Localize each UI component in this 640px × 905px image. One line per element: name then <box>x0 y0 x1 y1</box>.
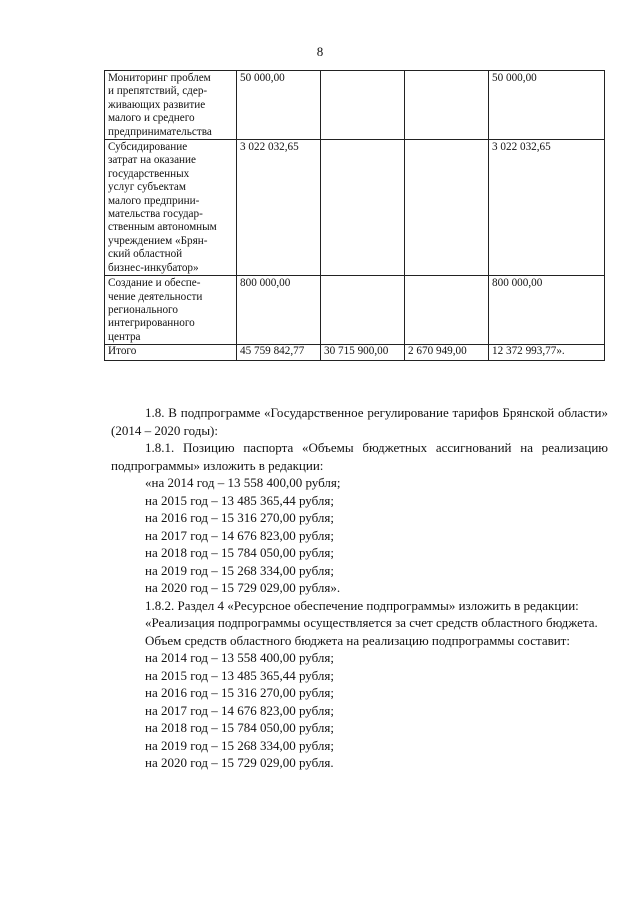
total-cell: 45 759 842,77 <box>237 345 321 360</box>
total-cell: 30 715 900,00 <box>321 345 405 360</box>
list-item: на 2014 год – 13 558 400,00 рубля; <box>145 650 335 665</box>
total-label: Итого <box>105 345 237 360</box>
amount-cell: 3 022 032,65 <box>237 140 321 276</box>
row-name: Создание и обеспе- чение деятельности регионального интегрированного центра <box>105 276 237 345</box>
total-cell: 2 670 949,00 <box>405 345 489 360</box>
year-list <box>111 649 608 772</box>
row-name: Субсидирование затрат на оказание государственных услуг субъектам малого предприни- мательства государ- ственным автономным учреждением «Брян- ский областной бизнес-инкубатор» <box>105 140 237 276</box>
amount-cell: 50 000,00 <box>489 71 605 140</box>
body-text <box>111 404 608 772</box>
list-item: «на 2014 год – 13 558 400,00 рубля; <box>145 475 341 490</box>
amount-cell <box>321 71 405 140</box>
amount-cell <box>405 140 489 276</box>
paragraph: Объем средств областного бюджета на реализацию подпрограммы составит: <box>145 632 570 648</box>
list-item: на 2015 год – 13 485 365,44 рубля; <box>145 492 335 508</box>
budget-table <box>104 70 605 361</box>
list-item: на 2016 год – 15 316 270,00 рубля; <box>145 510 335 525</box>
paragraph: 1.8. В подпрограмме «Государственное регулирование тарифов Брянской области» (2014 – 2020 годы): <box>111 405 608 438</box>
list-item: на 2020 год – 15 729 029,00 рубля». <box>145 580 341 595</box>
list-item: на 2015 год – 13 485 365,44 рубля; <box>145 667 335 683</box>
year-list <box>111 474 608 597</box>
amount-cell: 800 000,00 <box>237 276 321 345</box>
total-cell: 12 372 993,77». <box>489 345 605 360</box>
amount-cell <box>405 71 489 140</box>
list-item: на 2018 год – 15 784 050,00 рубля; <box>145 720 335 735</box>
amount-cell <box>321 140 405 276</box>
row-name: Мониторинг проблем и препятствий, сдер- живающих развитие малого и среднего предпринимательства <box>105 71 237 140</box>
amount-cell: 50 000,00 <box>237 71 321 140</box>
page-number: 8 <box>316 44 324 59</box>
list-item: на 2019 год – 15 268 334,00 рубля; <box>145 562 335 578</box>
list-item: на 2016 год – 15 316 270,00 рубля; <box>145 685 335 700</box>
table-row <box>105 71 605 140</box>
list-item: на 2017 год – 14 676 823,00 рубля; <box>145 702 335 718</box>
list-item: на 2019 год – 15 268 334,00 рубля; <box>145 737 335 753</box>
table-row <box>105 140 605 276</box>
paragraph: «Реализация подпрограммы осуществляется за счет средств областного бюджета. <box>145 615 598 630</box>
total-row <box>105 345 605 360</box>
list-item: на 2018 год – 15 784 050,00 рубля; <box>145 545 335 560</box>
amount-cell: 800 000,00 <box>489 276 605 345</box>
list-item: на 2017 год – 14 676 823,00 рубля; <box>145 527 335 543</box>
amount-cell: 3 022 032,65 <box>489 140 605 276</box>
amount-cell <box>405 276 489 345</box>
paragraph: 1.8.2. Раздел 4 «Ресурсное обеспечение подпрограммы» изложить в редакции: <box>145 597 579 613</box>
paragraph: 1.8.1. Позицию паспорта «Объемы бюджетных ассигнований на реализацию подпрограммы» изложить в редакции: <box>111 440 608 473</box>
amount-cell <box>321 276 405 345</box>
list-item: на 2020 год – 15 729 029,00 рубля. <box>145 755 334 770</box>
table-row <box>105 276 605 345</box>
